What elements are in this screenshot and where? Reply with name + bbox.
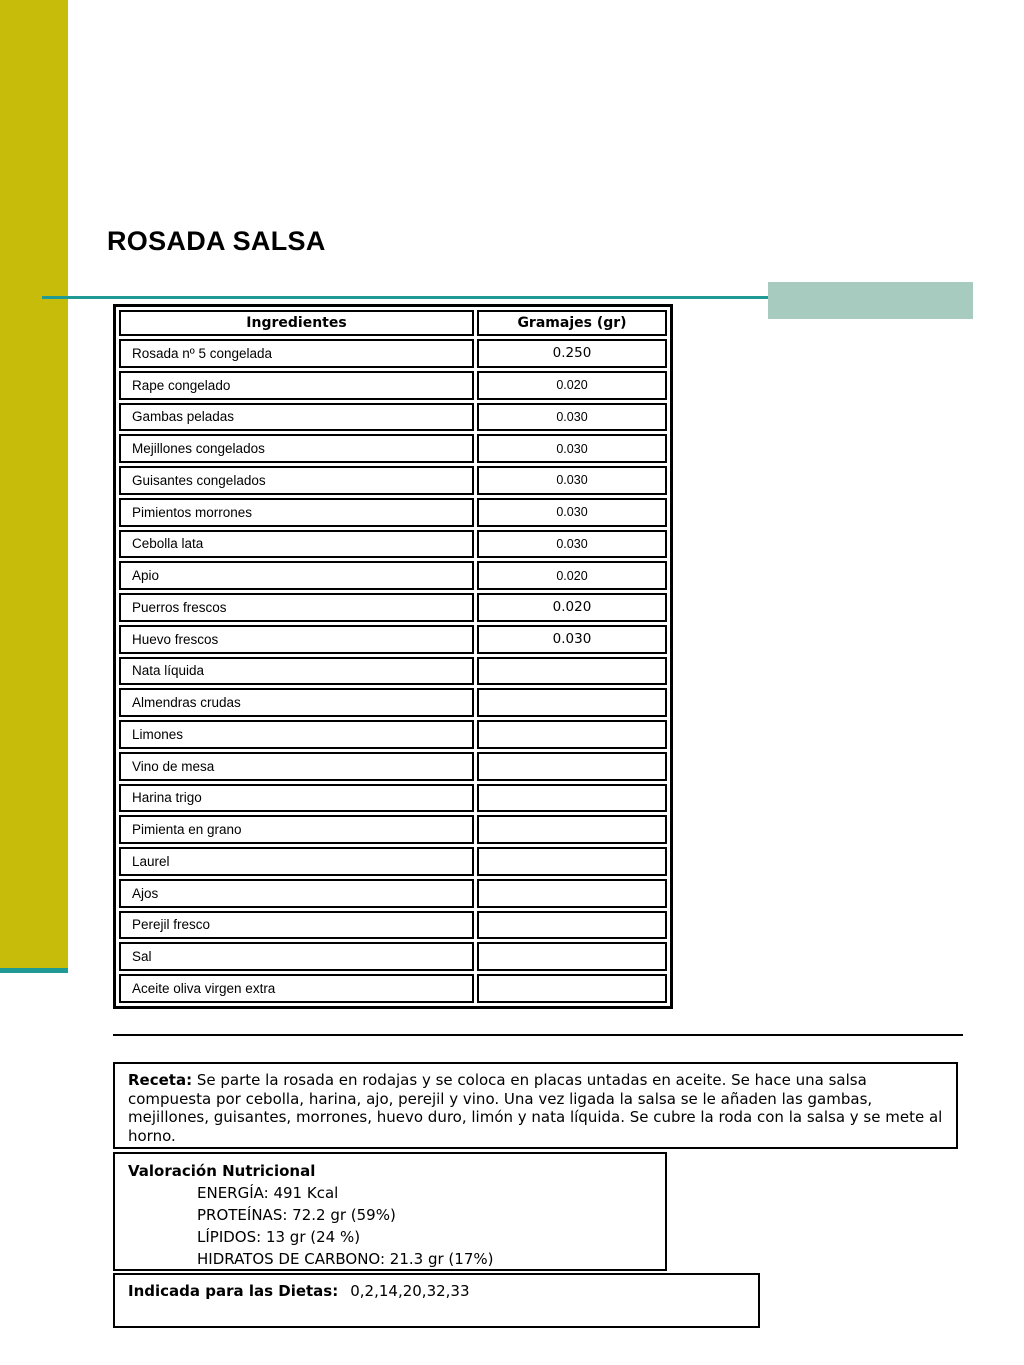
- ingredient-qty: [477, 657, 667, 686]
- table-row: [119, 371, 667, 400]
- diets-value: 0,2,14,20,32,33: [350, 1282, 470, 1300]
- ingredient-name: Aceite oliva virgen extra: [119, 974, 474, 1003]
- ingredient-qty: 0.030: [477, 530, 667, 559]
- table-row: [119, 847, 667, 876]
- section-divider: [113, 1034, 963, 1036]
- ingredient-qty: 0.020: [477, 593, 667, 622]
- ingredient-name: Harina trigo: [119, 784, 474, 813]
- table-header-row: [119, 310, 667, 336]
- ingredient-qty: [477, 942, 667, 971]
- ingredient-name: Almendras crudas: [119, 688, 474, 717]
- ingredient-qty: [477, 815, 667, 844]
- table-row: [119, 974, 667, 1003]
- table-row: [119, 593, 667, 622]
- ingredient-qty: [477, 911, 667, 940]
- table-row: [119, 466, 667, 495]
- diets-box: [113, 1273, 760, 1328]
- ingredient-name: Guisantes congelados: [119, 466, 474, 495]
- ingredient-name: Ajos: [119, 879, 474, 908]
- ingredient-name: Mejillones congelados: [119, 434, 474, 463]
- nutrition-energy: ENERGÍA: 491 Kcal: [197, 1184, 339, 1202]
- ingredient-name: Rosada nº 5 congelada: [119, 339, 474, 368]
- accent-block: [768, 282, 973, 319]
- table-row: [119, 815, 667, 844]
- table-row: [119, 784, 667, 813]
- table-row: [119, 688, 667, 717]
- ingredient-name: Pimientos morrones: [119, 498, 474, 527]
- table-row: [119, 530, 667, 559]
- ingredient-qty: 0.030: [477, 434, 667, 463]
- ingredient-qty: 0.030: [477, 403, 667, 432]
- nutrition-carbs: HIDRATOS DE CARBONO: 21.3 gr (17%): [197, 1250, 494, 1268]
- ingredient-qty: 0.030: [477, 625, 667, 654]
- table-row: [119, 911, 667, 940]
- page-title: ROSADA SALSA: [107, 226, 326, 256]
- ingredient-name: Rape congelado: [119, 371, 474, 400]
- ingredient-name: Pimienta en grano: [119, 815, 474, 844]
- ingredient-qty: 0.030: [477, 498, 667, 527]
- ingredient-qty: [477, 688, 667, 717]
- recipe-box: [113, 1062, 958, 1149]
- ingredient-name: Perejil fresco: [119, 911, 474, 940]
- ingredient-qty: 0.020: [477, 371, 667, 400]
- table-row: [119, 403, 667, 432]
- ingredient-qty: [477, 720, 667, 749]
- ingredients-table: [113, 304, 673, 1009]
- nutrition-lipids: LÍPIDOS: 13 gr (24 %): [197, 1228, 361, 1246]
- ingredient-name: Apio: [119, 561, 474, 590]
- table-row: [119, 339, 667, 368]
- nutrition-box: [113, 1152, 667, 1271]
- table-row: [119, 720, 667, 749]
- diets-label: Indicada para las Dietas:: [128, 1282, 339, 1300]
- ingredient-name: Gambas peladas: [119, 403, 474, 432]
- table-row: [119, 942, 667, 971]
- ingredient-qty: [477, 974, 667, 1003]
- ingredient-name: Cebolla lata: [119, 530, 474, 559]
- recipe-label: Receta:: [128, 1071, 193, 1089]
- header-ingredients: Ingredientes: [119, 310, 474, 336]
- ingredient-qty: 0.250: [477, 339, 667, 368]
- table-row: [119, 879, 667, 908]
- table-row: [119, 625, 667, 654]
- table-row: [119, 561, 667, 590]
- side-color-bar: [0, 0, 68, 968]
- ingredient-qty: [477, 879, 667, 908]
- table-row: [119, 498, 667, 527]
- ingredient-qty: [477, 847, 667, 876]
- table-row: [119, 434, 667, 463]
- ingredient-qty: [477, 784, 667, 813]
- side-bar-footer-stripe: [0, 968, 68, 973]
- ingredient-name: Laurel: [119, 847, 474, 876]
- ingredient-qty: 0.020: [477, 561, 667, 590]
- recipe-text: Se parte la rosada en rodajas y se coloca en placas untadas en aceite. Se hace una salsa compuesta por cebolla, harina, ajo, perejil y vino. Una vez ligada la salsa se le añaden las gambas, mejillones, guisantes, morrones, huevo duro, limón y nata líquida. Se cubre la roda con la salsa y se mete al horno.: [128, 1071, 943, 1145]
- ingredient-qty: [477, 752, 667, 781]
- ingredient-name: Vino de mesa: [119, 752, 474, 781]
- ingredient-name: Puerros frescos: [119, 593, 474, 622]
- ingredient-name: Huevo frescos: [119, 625, 474, 654]
- table-row: [119, 752, 667, 781]
- nutrition-protein: PROTEÍNAS: 72.2 gr (59%): [197, 1206, 396, 1224]
- nutrition-title: Valoración Nutricional: [128, 1162, 316, 1180]
- ingredient-name: Sal: [119, 942, 474, 971]
- header-grams: Gramajes (gr): [477, 310, 667, 336]
- ingredient-name: Nata líquida: [119, 657, 474, 686]
- ingredient-qty: 0.030: [477, 466, 667, 495]
- ingredient-name: Limones: [119, 720, 474, 749]
- table-row: [119, 657, 667, 686]
